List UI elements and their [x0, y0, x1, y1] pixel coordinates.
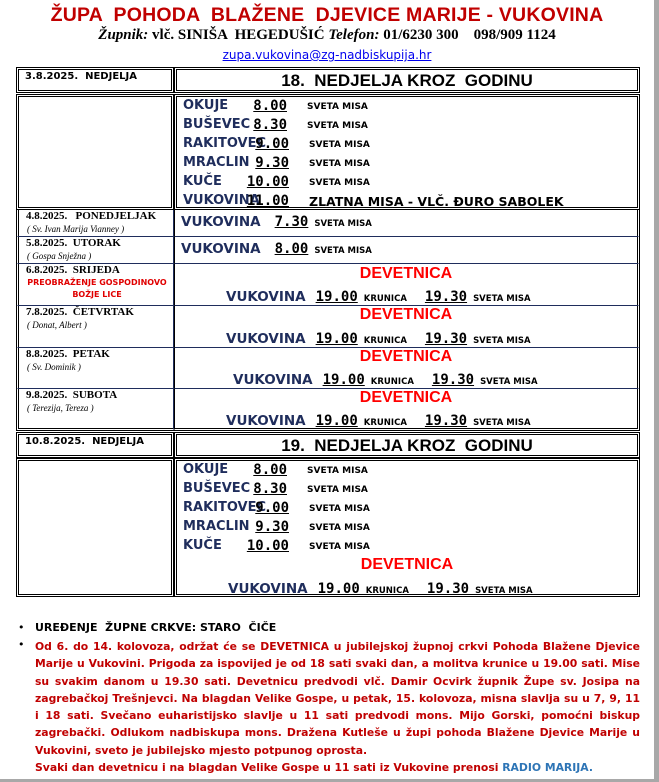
- desc: KRUNICA: [363, 294, 407, 304]
- novena-title: DEVETNICA: [360, 556, 454, 573]
- mass-cell: [174, 237, 640, 264]
- place: VUKOVINA: [181, 241, 261, 257]
- place: VUKOVINA: [183, 193, 260, 208]
- day-row: [16, 210, 640, 237]
- novena-cell: [174, 389, 640, 431]
- feast-line: BOŽJE LICE: [72, 290, 122, 299]
- masses-cell: [174, 458, 640, 597]
- date-cell: [16, 264, 174, 306]
- saint: ( Terezija, Tereza ): [27, 403, 94, 413]
- date-cell: [16, 67, 174, 93]
- sunday-header-row: [16, 67, 640, 93]
- desc: SVETA MISA: [473, 294, 531, 304]
- time: 9.30: [255, 155, 289, 171]
- place: VUKOVINA: [181, 214, 261, 230]
- time: 19.30: [424, 413, 468, 429]
- place: OKUJE: [183, 462, 229, 477]
- place: VUKOVINA: [226, 413, 306, 429]
- place: MRACLIN: [183, 519, 250, 534]
- desc: KRUNICA: [363, 418, 407, 428]
- novena-title: DEVETNICA: [359, 389, 453, 406]
- place: OKUJE: [183, 98, 229, 113]
- sunday-masses-row: [16, 458, 640, 597]
- place: MRACLIN: [183, 155, 250, 170]
- sunday-masses-row: [16, 94, 640, 210]
- date-cell: [16, 210, 174, 237]
- date: 10.8.2025. NEDJELJA: [25, 436, 144, 447]
- day-row: [16, 237, 640, 264]
- date-cell: [16, 348, 174, 389]
- time: 9.00: [255, 500, 289, 516]
- desc: SVETA MISA: [309, 178, 370, 188]
- pastor-label: Župnik:: [98, 27, 149, 43]
- time: 8.00: [253, 98, 287, 114]
- novena-line: [175, 410, 637, 428]
- desc: ZLATNA MISA - VLČ. ĐURO SABOLEK: [309, 194, 564, 209]
- time: 8.00: [274, 241, 309, 257]
- place: BUŠEVEC: [183, 117, 251, 132]
- novena-day-row: [16, 348, 640, 389]
- empty-cell: [16, 458, 174, 597]
- time: 11.00: [246, 193, 289, 209]
- bullet-icon: •: [18, 621, 25, 634]
- place: VUKOVINA: [226, 331, 306, 347]
- time: 19.30: [431, 372, 475, 388]
- place: VUKOVINA: [228, 581, 308, 597]
- time: 19.30: [426, 581, 470, 597]
- saint: ( Donat, Albert ): [27, 320, 87, 330]
- novena-day-row: [16, 389, 640, 431]
- time: 19.00: [315, 289, 358, 305]
- place: VUKOVINA: [226, 289, 306, 305]
- desc: SVETA MISA: [309, 523, 370, 533]
- email-link[interactable]: zupa.vukovina@zg-nadbiskupija.hr: [222, 48, 432, 62]
- sunday-title-cell: [174, 67, 640, 93]
- desc: SVETA MISA: [307, 121, 368, 131]
- desc: SVETA MISA: [309, 159, 370, 169]
- desc: SVETA MISA: [314, 246, 372, 256]
- date: 9.8.2025. SUBOTA: [26, 389, 118, 401]
- desc: SVETA MISA: [307, 466, 368, 476]
- time: 10.00: [246, 174, 289, 190]
- parish-title: ŽUPA POHODA BLAŽENE DJEVICE MARIJE - VUKOVINA: [50, 4, 604, 26]
- notice-radio-text: Svaki dan devetnicu i na blagdan Velike Gospe u 11 sati iz Vukovine prenosi: [35, 761, 503, 775]
- desc: SVETA MISA: [473, 418, 531, 428]
- sunday-title: 18. NEDJELJA KROZ GODINU: [281, 71, 533, 90]
- desc: SVETA MISA: [475, 586, 533, 596]
- place: BUŠEVEC: [183, 481, 251, 496]
- bullet-icon: •: [18, 638, 25, 651]
- novena-line: [175, 286, 637, 304]
- sunday-title-cell: [174, 432, 640, 458]
- desc: SVETA MISA: [480, 377, 538, 387]
- novena-line: [175, 328, 637, 346]
- place: RAKITOVEC: [183, 500, 267, 515]
- desc: KRUNICA: [370, 377, 414, 387]
- time: 10.00: [246, 538, 289, 554]
- desc: SVETA MISA: [473, 336, 531, 346]
- time: 19.00: [322, 372, 365, 388]
- time: 19.30: [424, 331, 468, 347]
- radio-marija-link[interactable]: RADIO MARIJA.: [502, 761, 593, 775]
- novena-day-row: [16, 306, 640, 348]
- desc: SVETA MISA: [309, 542, 370, 552]
- time: 19.00: [315, 413, 358, 429]
- desc: KRUNICA: [365, 586, 409, 596]
- pastor-name: vlč. SINIŠA HEGEDUŠIĆ: [148, 27, 329, 43]
- masses-cell: [174, 94, 640, 210]
- novena-title: DEVETNICA: [359, 265, 453, 282]
- date-cell: [16, 237, 174, 264]
- place: VUKOVINA: [233, 372, 313, 388]
- date-cell: [16, 389, 174, 431]
- novena-day-row: [16, 264, 640, 306]
- time: 9.30: [255, 519, 289, 535]
- novena-cell: [174, 348, 640, 389]
- novena-line: [177, 578, 637, 596]
- time: 19.00: [315, 331, 358, 347]
- mass-line: [181, 211, 372, 230]
- place: RAKITOVEC: [183, 136, 267, 151]
- date: 8.8.2025. PETAK: [26, 348, 110, 360]
- date-cell: [16, 432, 174, 458]
- date: 3.8.2025. NEDJELJA: [25, 71, 137, 82]
- saint: ( Sv. Dominik ): [27, 362, 81, 372]
- desc: SVETA MISA: [307, 102, 368, 112]
- date: 6.8.2025. SRIJEDA: [26, 264, 120, 276]
- notice-radio: [35, 759, 640, 776]
- empty-cell: [16, 94, 174, 210]
- time: 9.00: [255, 136, 289, 152]
- time: 19.00: [317, 581, 360, 597]
- desc: SVETA MISA: [309, 140, 370, 150]
- time: 8.30: [253, 117, 287, 133]
- sunday-header-row: [16, 432, 640, 458]
- date: 5.8.2025. UTORAK: [26, 237, 121, 249]
- sunday-title: 19. NEDJELJA KROZ GODINU: [281, 436, 533, 455]
- time: 8.00: [253, 462, 287, 478]
- time: 19.30: [424, 289, 468, 305]
- saint: ( Gospa Snježna ): [27, 251, 92, 261]
- time: 8.30: [253, 481, 287, 497]
- desc: SVETA MISA: [309, 504, 370, 514]
- novena-cell: [174, 306, 640, 348]
- date: 4.8.2025. PONEDJELJAK: [26, 210, 157, 222]
- notice-novena: [35, 638, 640, 776]
- place: KUČE: [183, 538, 222, 553]
- date: 7.8.2025. ČETVRTAK: [26, 306, 134, 318]
- feast-line: PREOBRAŽENJE GOSPODINOVO: [27, 278, 167, 287]
- mass-line: [181, 238, 372, 257]
- novena-cell: [174, 264, 640, 306]
- time: 7.30: [274, 214, 309, 230]
- phone-numbers: 01/6230 300 098/909 1124: [379, 27, 556, 43]
- notice-novena-text: Od 6. do 14. kolovoza, održat će se DEVETNICA u jubilejskoj župnoj crkvi Pohoda Blažene Djevice Marije u Vukovini. Prigoda za ispovijed je od 18 sati svaki dan, a molitva krunice u 19.00 sati. Mise su svakim danom u 19.30 sati. Devetnicu predvodi vlč. Damir Ocvirk župnik Župe sv. Josipa na zagrebačkoj Trešnjevci. Na blagdan Velike Gospe, u petak, 15. kolovoza, misna slavlja su u 7, 9, 11 i 18 sati. Svečano euharistijsko slavlje u 11 sati predvodi mons. Mijo Gorski, pomoćni biskup zagrebački. Odlukom nadbiskupa mons. Dražena Kutleše u župi pohoda Blažene Djevice Marije u Vukovini, sveto je jubilejsko mjesto potpunog oprosta.: [35, 640, 640, 757]
- desc: KRUNICA: [363, 336, 407, 346]
- desc: SVETA MISA: [307, 485, 368, 495]
- desc: SVETA MISA: [314, 219, 372, 229]
- mass-cell: [174, 210, 640, 237]
- place: KUČE: [183, 174, 222, 189]
- novena-title: DEVETNICA: [359, 348, 453, 365]
- saint: ( Sv. Ivan Marija Vianney ): [27, 224, 125, 234]
- novena-line: [175, 369, 637, 387]
- novena-title: DEVETNICA: [359, 306, 453, 323]
- date-cell: [16, 306, 174, 348]
- notice-renovation: UREĐENJE ŽUPNE CRKVE: STARO ČIČE: [35, 621, 277, 634]
- page-edge-right: [654, 0, 659, 782]
- phone-label: Telefon:: [328, 27, 380, 43]
- contact-line: [0, 27, 654, 44]
